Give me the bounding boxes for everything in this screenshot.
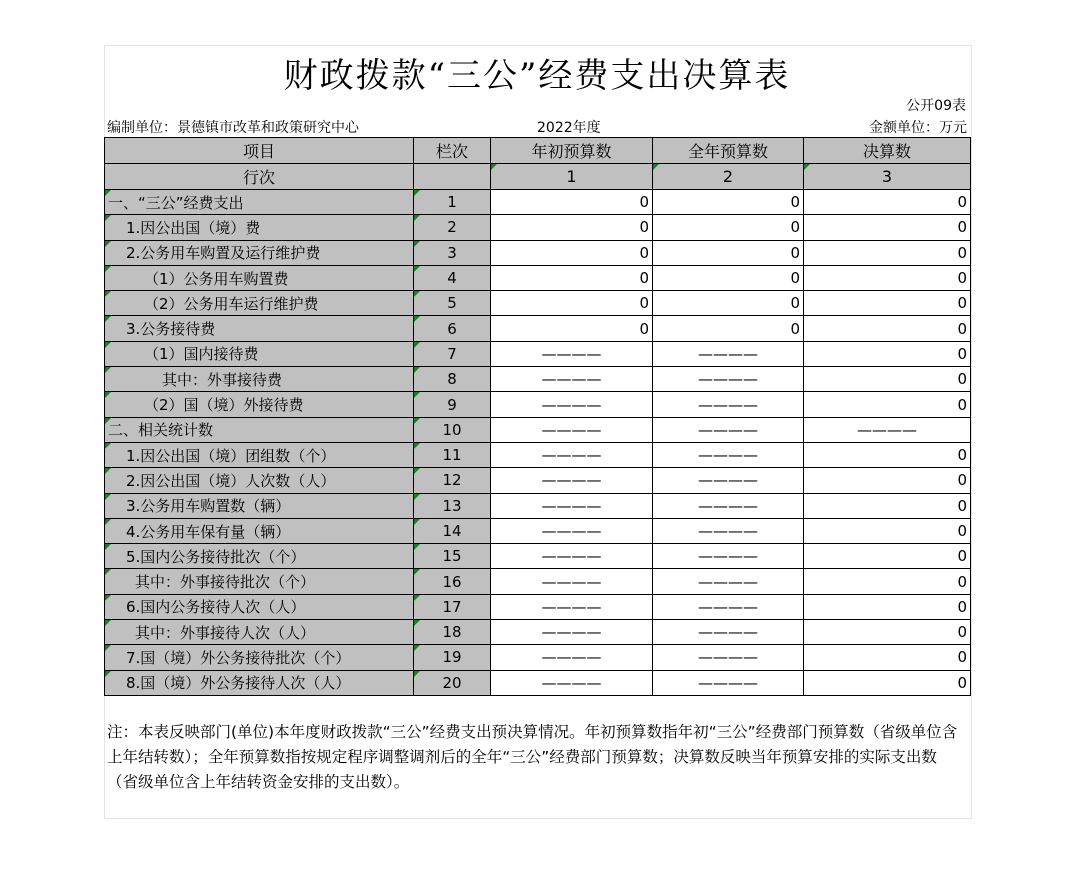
final-account-cell[interactable]: 0 xyxy=(804,190,971,215)
item-cell[interactable]: 一、“三公”经费支出 xyxy=(105,190,414,215)
table-row xyxy=(105,594,971,619)
final-account-cell[interactable]: 0 xyxy=(804,670,971,695)
line-no-cell[interactable]: 4 xyxy=(414,265,491,290)
final-account-cell[interactable]: 0 xyxy=(804,291,971,316)
final-account-cell[interactable]: 0 xyxy=(804,645,971,670)
final-account-cell[interactable]: 0 xyxy=(804,367,971,392)
line-no-cell[interactable]: 1 xyxy=(414,190,491,215)
table-row xyxy=(105,392,971,417)
line-no-cell[interactable]: 16 xyxy=(414,569,491,594)
org-label: 编制单位：景德镇市改革和政策研究中心 xyxy=(107,120,359,136)
annual-budget-cell[interactable]: 0 xyxy=(653,316,804,341)
initial-budget-cell[interactable]: ———— xyxy=(491,392,653,417)
item-cell[interactable]: 其中：外事接待批次（个） xyxy=(105,569,414,594)
final-account-cell[interactable]: 0 xyxy=(804,316,971,341)
subheader-blank[interactable] xyxy=(414,164,491,190)
initial-budget-cell[interactable]: ———— xyxy=(491,594,653,619)
annual-budget-cell[interactable]: ———— xyxy=(653,544,804,569)
table-row xyxy=(105,265,971,290)
table-row xyxy=(105,569,971,594)
item-cell[interactable]: （1）公务用车购置费 xyxy=(105,265,414,290)
header-col-no[interactable]: 栏次 xyxy=(414,138,491,164)
annual-budget-cell[interactable]: ———— xyxy=(653,620,804,645)
table-row xyxy=(105,417,971,442)
annual-budget-cell[interactable]: ———— xyxy=(653,417,804,442)
item-cell[interactable]: 4.公务用车保有量（辆） xyxy=(105,518,414,543)
line-no-cell[interactable]: 20 xyxy=(414,670,491,695)
subheader-label[interactable]: 行次 xyxy=(105,164,414,190)
subheader-row xyxy=(105,164,971,190)
initial-budget-cell[interactable]: ———— xyxy=(491,493,653,518)
table-row xyxy=(105,190,971,215)
line-no-cell[interactable]: 11 xyxy=(414,442,491,467)
annual-budget-cell[interactable]: ———— xyxy=(653,442,804,467)
table-row xyxy=(105,493,971,518)
subheader-c3[interactable]: 3 xyxy=(804,164,971,190)
initial-budget-cell[interactable]: ———— xyxy=(491,670,653,695)
annual-budget-cell[interactable]: 0 xyxy=(653,190,804,215)
expense-table xyxy=(104,137,971,696)
annual-budget-cell[interactable]: 0 xyxy=(653,291,804,316)
line-no-cell[interactable]: 3 xyxy=(414,240,491,265)
header-final-account[interactable]: 决算数 xyxy=(804,138,971,164)
table-row xyxy=(105,316,971,341)
annual-budget-cell[interactable]: ———— xyxy=(653,670,804,695)
table-row xyxy=(105,215,971,240)
footnote: 注：本表反映部门(单位)本年度财政拨款“三公”经费支出预决算情况。年初预算数指年初“三公”经费部门预算数（省级单位含上年结转数）；全年预算数指按规定程序调整调剂后的全年“三公”经费部门预算数；决算数反映当年预算安排的实际支出数（省级单位含上年结转资金安排的支出数）。 xyxy=(107,723,958,791)
item-cell[interactable]: 5.国内公务接待批次（个） xyxy=(105,544,414,569)
item-cell[interactable]: 2.公务用车购置及运行维护费 xyxy=(105,240,414,265)
line-no-cell[interactable]: 15 xyxy=(414,544,491,569)
table-row xyxy=(105,544,971,569)
header-row xyxy=(105,138,971,164)
initial-budget-cell[interactable]: ———— xyxy=(491,620,653,645)
header-initial-budget[interactable]: 年初预算数 xyxy=(491,138,653,164)
line-no-cell[interactable]: 6 xyxy=(414,316,491,341)
annual-budget-cell[interactable]: 0 xyxy=(653,240,804,265)
line-no-cell[interactable]: 2 xyxy=(414,215,491,240)
initial-budget-cell[interactable]: ———— xyxy=(491,442,653,467)
final-account-cell[interactable]: 0 xyxy=(804,468,971,493)
subheader-c2[interactable]: 2 xyxy=(653,164,804,190)
line-no-cell[interactable]: 12 xyxy=(414,468,491,493)
line-no-cell[interactable]: 10 xyxy=(414,417,491,442)
item-cell[interactable]: 1.因公出国（境）费 xyxy=(105,215,414,240)
item-cell[interactable]: （2）国（境）外接待费 xyxy=(105,392,414,417)
annual-budget-cell[interactable]: ———— xyxy=(653,367,804,392)
item-cell[interactable]: 二、相关统计数 xyxy=(105,417,414,442)
final-account-cell[interactable]: ———— xyxy=(804,417,971,442)
initial-budget-cell[interactable]: 0 xyxy=(491,265,653,290)
initial-budget-cell[interactable]: 0 xyxy=(491,316,653,341)
annual-budget-cell[interactable]: 0 xyxy=(653,215,804,240)
final-account-cell[interactable]: 0 xyxy=(804,392,971,417)
line-no-cell[interactable]: 9 xyxy=(414,392,491,417)
item-cell[interactable]: 其中：外事接待人次（人） xyxy=(105,620,414,645)
final-account-cell[interactable]: 0 xyxy=(804,442,971,467)
table-row xyxy=(105,518,971,543)
table-code: 公开09表 xyxy=(906,98,966,114)
final-account-cell[interactable]: 0 xyxy=(804,493,971,518)
line-no-cell[interactable]: 13 xyxy=(414,493,491,518)
initial-budget-cell[interactable]: ———— xyxy=(491,518,653,543)
annual-budget-cell[interactable]: ———— xyxy=(653,392,804,417)
final-account-cell[interactable]: 0 xyxy=(804,265,971,290)
initial-budget-cell[interactable]: ———— xyxy=(491,645,653,670)
final-account-cell[interactable]: 0 xyxy=(804,341,971,366)
item-cell[interactable]: （1）国内接待费 xyxy=(105,341,414,366)
year-label: 2022年度 xyxy=(537,120,601,136)
initial-budget-cell[interactable]: 0 xyxy=(491,240,653,265)
line-no-cell[interactable]: 18 xyxy=(414,620,491,645)
item-cell[interactable]: 2.因公出国（境）人次数（人） xyxy=(105,468,414,493)
initial-budget-cell[interactable]: 0 xyxy=(491,291,653,316)
line-no-cell[interactable]: 8 xyxy=(414,367,491,392)
header-item[interactable]: 项目 xyxy=(105,138,414,164)
item-cell[interactable]: 3.公务接待费 xyxy=(105,316,414,341)
initial-budget-cell[interactable]: ———— xyxy=(491,569,653,594)
item-cell[interactable]: 其中：外事接待费 xyxy=(105,367,414,392)
annual-budget-cell[interactable]: ———— xyxy=(653,645,804,670)
final-account-cell[interactable]: 0 xyxy=(804,620,971,645)
initial-budget-cell[interactable]: 0 xyxy=(491,215,653,240)
initial-budget-cell[interactable]: ———— xyxy=(491,367,653,392)
initial-budget-cell[interactable]: ———— xyxy=(491,417,653,442)
initial-budget-cell[interactable]: 0 xyxy=(491,190,653,215)
final-account-cell[interactable]: 0 xyxy=(804,569,971,594)
final-account-cell[interactable]: 0 xyxy=(804,240,971,265)
initial-budget-cell[interactable]: ———— xyxy=(491,341,653,366)
annual-budget-cell[interactable]: ———— xyxy=(653,569,804,594)
table-row xyxy=(105,620,971,645)
table-row xyxy=(105,442,971,467)
annual-budget-cell[interactable]: ———— xyxy=(653,493,804,518)
table-row xyxy=(105,367,971,392)
final-account-cell[interactable]: 0 xyxy=(804,594,971,619)
annual-budget-cell[interactable]: ———— xyxy=(653,518,804,543)
initial-budget-cell[interactable]: ———— xyxy=(491,544,653,569)
annual-budget-cell[interactable]: ———— xyxy=(653,341,804,366)
line-no-cell[interactable]: 5 xyxy=(414,291,491,316)
annual-budget-cell[interactable]: ———— xyxy=(653,468,804,493)
item-cell[interactable]: （2）公务用车运行维护费 xyxy=(105,291,414,316)
annual-budget-cell[interactable]: ———— xyxy=(653,594,804,619)
item-cell[interactable]: 3.公务用车购置数（辆） xyxy=(105,493,414,518)
initial-budget-cell[interactable]: ———— xyxy=(491,468,653,493)
item-cell[interactable]: 1.因公出国（境）团组数（个） xyxy=(105,442,414,467)
info-row xyxy=(107,117,967,137)
table-row xyxy=(105,291,971,316)
page-title: 财政拨款“三公”经费支出决算表 xyxy=(283,56,791,96)
header-annual-budget[interactable]: 全年预算数 xyxy=(653,138,804,164)
final-account-cell[interactable]: 0 xyxy=(804,544,971,569)
table-row xyxy=(105,468,971,493)
table-row xyxy=(105,645,971,670)
table-row xyxy=(105,670,971,695)
line-no-cell[interactable]: 7 xyxy=(414,341,491,366)
table-row xyxy=(105,240,971,265)
line-no-cell[interactable]: 14 xyxy=(414,518,491,543)
final-account-cell[interactable]: 0 xyxy=(804,215,971,240)
item-cell[interactable]: 8.国（境）外公务接待人次（人） xyxy=(105,670,414,695)
annual-budget-cell[interactable]: 0 xyxy=(653,265,804,290)
item-cell[interactable]: 6.国内公务接待人次（人） xyxy=(105,594,414,619)
subheader-c1[interactable]: 1 xyxy=(491,164,653,190)
amount-unit: 金额单位：万元 xyxy=(869,120,967,136)
line-no-cell[interactable]: 17 xyxy=(414,594,491,619)
final-account-cell[interactable]: 0 xyxy=(804,518,971,543)
item-cell[interactable]: 7.国（境）外公务接待批次（个） xyxy=(105,645,414,670)
table-row xyxy=(105,341,971,366)
line-no-cell[interactable]: 19 xyxy=(414,645,491,670)
